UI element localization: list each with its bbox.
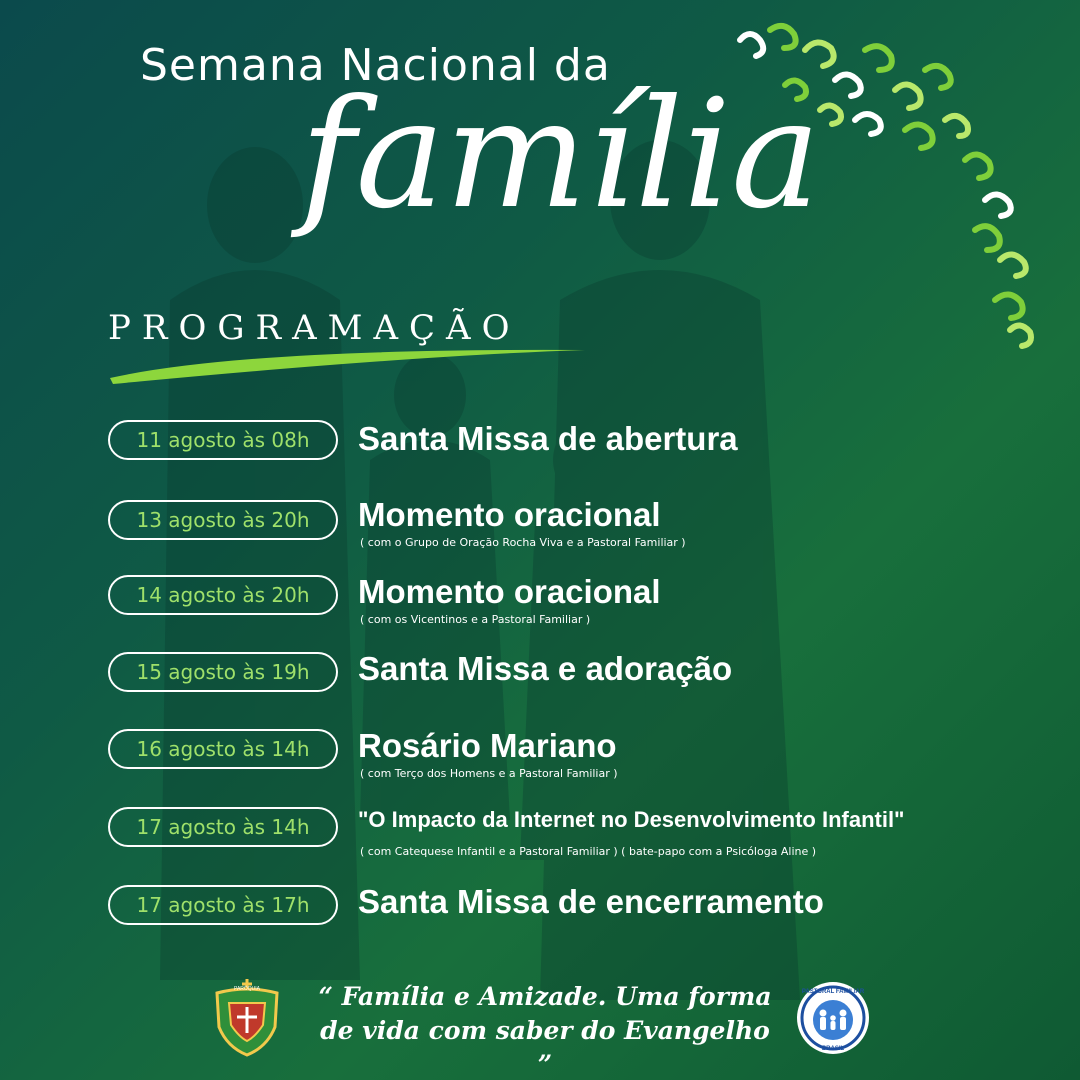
schedule-event-note: ( com os Vicentinos e a Pastoral Familiar ): [360, 613, 591, 626]
pastoral-familiar-emblem-icon: [795, 980, 871, 1056]
schedule-date-pill: 15 agosto às 19h: [108, 652, 338, 692]
programacao-label: PROGRAMAÇÃO: [108, 308, 521, 348]
schedule-event-title: Momento oracional: [358, 496, 661, 533]
emblem-top-text: PASTORAL FAMILIAR: [801, 989, 865, 995]
schedule-event-title: Rosário Mariano: [358, 727, 617, 764]
parish-crest-text: PARÓQUIA: [233, 986, 261, 992]
schedule-row: [0, 573, 1080, 633]
quote-open-mark: “: [318, 982, 333, 1011]
schedule-row: [0, 805, 1080, 865]
schedule-date-pill: 13 agosto às 20h: [108, 500, 338, 540]
quote-line-2: de vida com saber do Evangelho: [320, 1016, 770, 1045]
schedule-event-title: Santa Missa de encerramento: [358, 883, 824, 920]
schedule-date-pill: 11 agosto às 08h: [108, 420, 338, 460]
swoosh-underline-icon: [105, 330, 605, 390]
schedule-date-pill: 16 agosto às 14h: [108, 729, 338, 769]
schedule-row: [0, 883, 1080, 943]
schedule-event-title: Santa Missa de abertura: [358, 420, 738, 457]
schedule-row: [0, 727, 1080, 787]
schedule-row: [0, 650, 1080, 710]
parish-crest-icon: [205, 975, 289, 1059]
footer-quote: [310, 980, 780, 1080]
schedule-date-pill: 14 agosto às 20h: [108, 575, 338, 615]
schedule-event-note: ( com o Grupo de Oração Rocha Viva e a Pastoral Familiar ): [360, 536, 686, 549]
emblem-bottom-text: BRASIL: [821, 1046, 845, 1052]
schedule-row: [0, 418, 1080, 478]
schedule-event-note: ( com Terço dos Homens e a Pastoral Familiar ): [360, 767, 618, 780]
schedule-date-pill: 17 agosto às 14h: [108, 807, 338, 847]
schedule-row: [0, 496, 1080, 556]
schedule-date-pill: 17 agosto às 17h: [108, 885, 338, 925]
event-title-line: Semana Nacional da: [140, 40, 611, 91]
schedule-event-note: ( com Catequese Infantil e a Pastoral Familiar ) ( bate-papo com a Psicóloga Aline ): [360, 845, 817, 858]
schedule-event-title: Momento oracional: [358, 573, 661, 610]
event-title-script: família: [300, 68, 821, 242]
schedule-event-title: Santa Missa e adoração: [358, 650, 733, 687]
quote-line-1: Família e Amizade. Uma forma: [341, 982, 772, 1011]
vine-swirls-icon: [725, 10, 1065, 370]
quote-close-mark: ”: [537, 1050, 553, 1079]
schedule-event-title: "O Impacto da Internet no Desenvolvimento Infantil": [358, 807, 905, 832]
